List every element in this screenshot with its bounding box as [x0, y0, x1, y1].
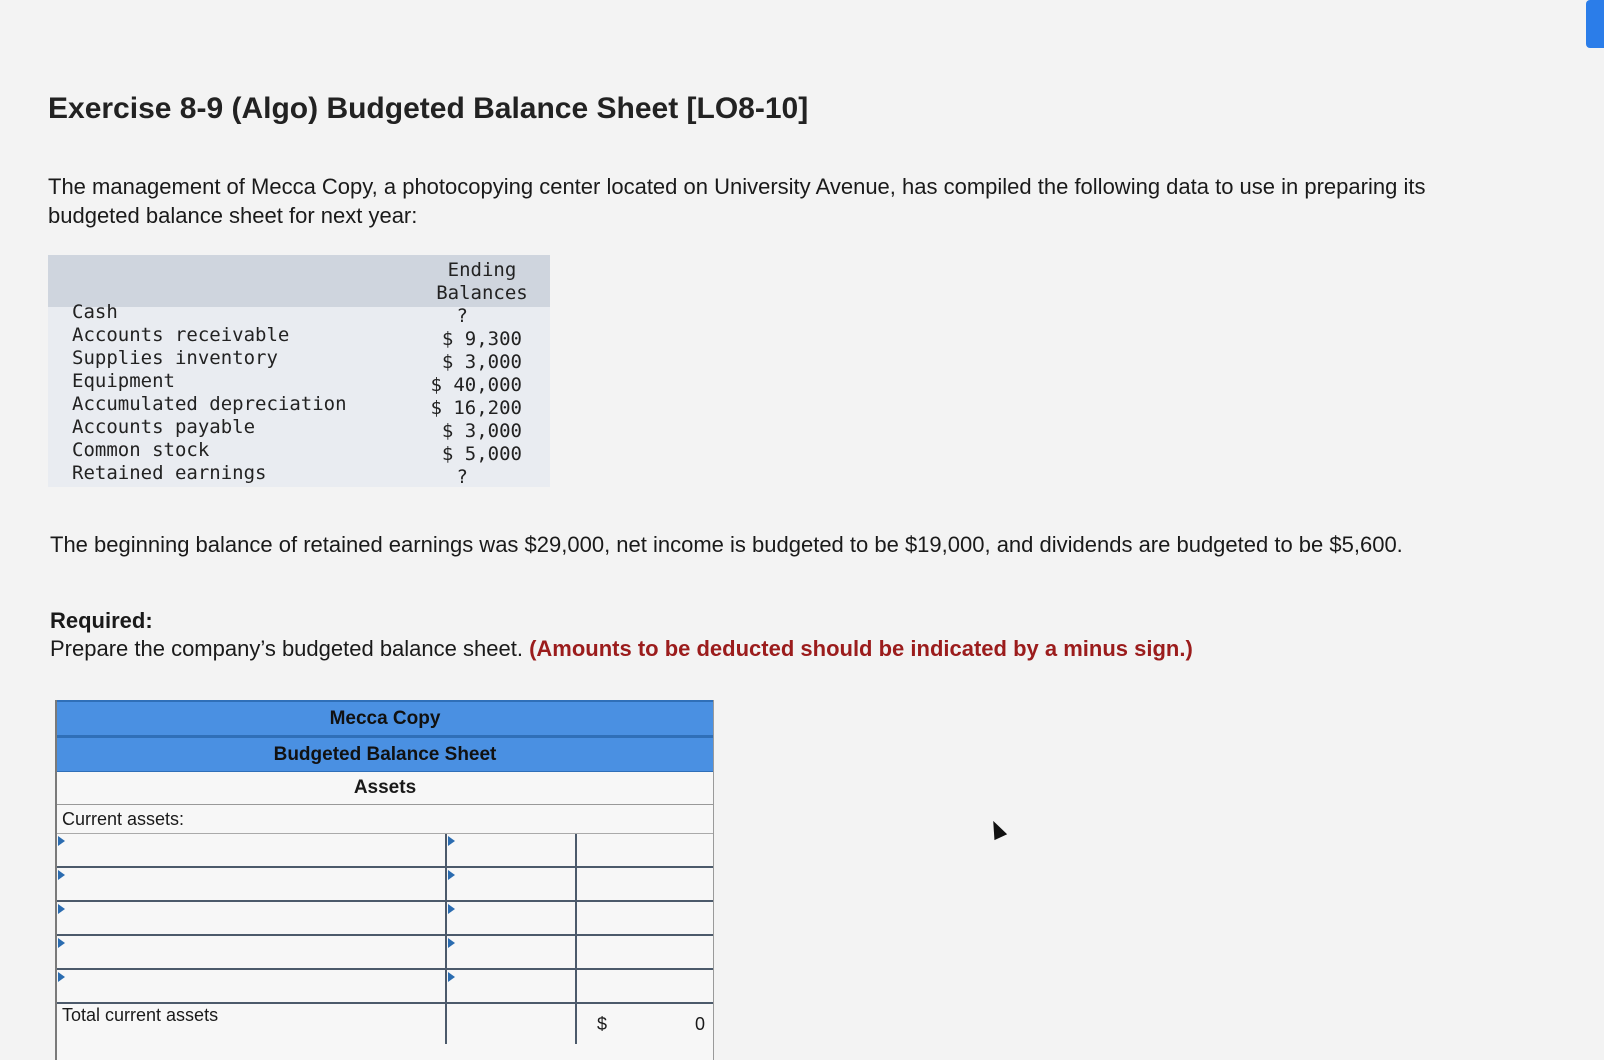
balance-value: ? [456, 305, 468, 327]
total-amount-cell [447, 1004, 577, 1044]
amount-input[interactable] [447, 936, 575, 968]
balance-label: Common stock [72, 439, 210, 461]
balance-label: Accounts receivable [72, 324, 290, 346]
total-cell [577, 936, 713, 968]
ending-balances-header [48, 255, 550, 307]
account-select[interactable] [57, 970, 445, 1002]
table-row [57, 970, 713, 1004]
account-select[interactable] [57, 936, 445, 968]
amount-cell [447, 970, 577, 1002]
retained-earnings-info: The beginning balance of retained earnings was $29,000, net income is budgeted to be $19,000, and dividends are budgeted to be $5,600. [50, 532, 1403, 557]
budgeted-balance-sheet [55, 700, 714, 1060]
mouse-cursor-icon [987, 818, 1007, 840]
amount-cell [447, 936, 577, 968]
required-text [50, 636, 1193, 662]
total-cell [577, 902, 713, 934]
current-assets-label: Current assets: [57, 805, 713, 834]
balance-value: $ 3,000 [441, 420, 522, 442]
amount-cell [447, 902, 577, 934]
account-select[interactable] [57, 902, 445, 934]
required-label: Required: [50, 608, 153, 633]
total-current-assets-row [57, 1004, 713, 1044]
scroll-tab[interactable] [1586, 0, 1604, 48]
ending-balances-body [48, 301, 550, 488]
account-cell [57, 834, 447, 866]
balance-value: $ 9,300 [441, 328, 522, 350]
amount-input[interactable] [447, 970, 575, 1002]
amount-input[interactable] [447, 902, 575, 934]
account-cell [57, 868, 447, 900]
amount-cell [447, 834, 577, 866]
required-instruction: Prepare the company’s budgeted balance sheet. [50, 636, 523, 661]
required-note: (Amounts to be deducted should be indicated by a minus sign.) [529, 636, 1193, 661]
total-value-cell [577, 1004, 713, 1044]
exercise-title: Exercise 8-9 (Algo) Budgeted Balance Sheet [LO8-10] [48, 92, 809, 125]
total-cell [577, 970, 713, 1002]
table-row [57, 868, 713, 902]
balance-value: $ 40,000 [430, 374, 522, 396]
total-current-assets-label: Total current assets [57, 1004, 447, 1044]
total-cell [577, 834, 713, 866]
amount-cell [447, 868, 577, 900]
balance-values [430, 305, 522, 489]
ending-balances-table [48, 255, 550, 487]
ending-balances-heading: Ending Balances [436, 259, 528, 304]
balance-label: Retained earnings [72, 462, 267, 484]
balance-label: Cash [72, 301, 118, 323]
account-select[interactable] [57, 834, 445, 866]
balance-label: Supplies inventory [72, 347, 278, 369]
company-name: Mecca Copy [57, 700, 713, 736]
balance-label: Accounts payable [72, 416, 256, 438]
balance-value: $ 3,000 [441, 351, 522, 373]
table-row [57, 902, 713, 936]
balance-label: Accumulated depreciation [72, 393, 347, 415]
amount-input[interactable] [447, 834, 575, 866]
balance-value: $ 16,200 [430, 397, 522, 419]
account-cell [57, 970, 447, 1002]
balance-labels [72, 301, 347, 485]
table-row [57, 936, 713, 970]
account-cell [57, 902, 447, 934]
intro-text: The management of Mecca Copy, a photocopying center located on University Avenue, has compiled the following data to use in preparing its budgeted balance sheet for next year: [48, 174, 1426, 228]
account-select[interactable] [57, 868, 445, 900]
account-cell [57, 936, 447, 968]
balance-value: $ 5,000 [441, 443, 522, 465]
total-current-assets-value: 0 [694, 1014, 705, 1034]
total-cell [577, 868, 713, 900]
balance-label: Equipment [72, 370, 175, 392]
assets-heading: Assets [57, 772, 713, 805]
balance-value: ? [456, 466, 468, 488]
sheet-title: Budgeted Balance Sheet [57, 736, 713, 772]
table-row [57, 834, 713, 868]
total-currency: $ [597, 1014, 608, 1034]
amount-input[interactable] [447, 868, 575, 900]
